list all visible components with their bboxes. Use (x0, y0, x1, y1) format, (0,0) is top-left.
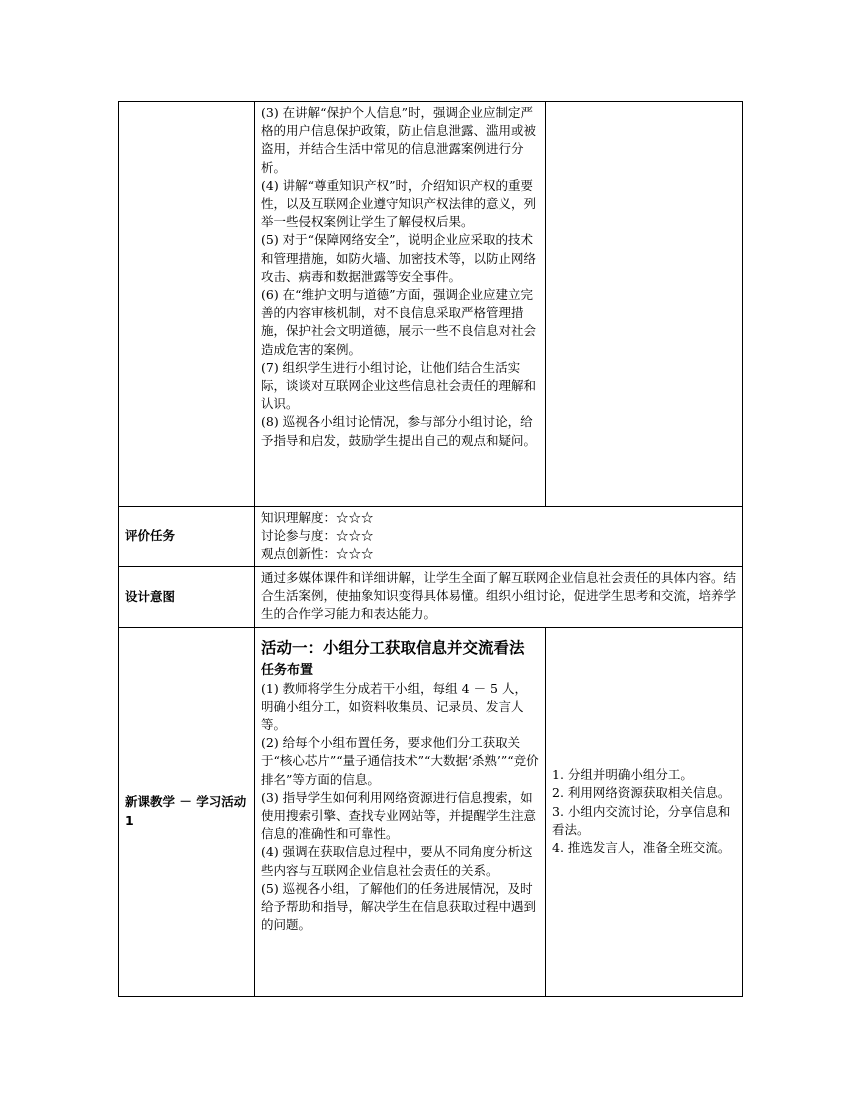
activity-1-step-4: (4) 强调在获取信息过程中，要从不同角度分析这些内容与互联网企业信息社会责任的关系。 (261, 844, 533, 878)
rating-knowledge: 知识理解度：☆☆☆ (261, 510, 374, 525)
design-intention-label: 设计意图 (119, 566, 255, 627)
teacher-step-6: (6) 在“维护文明与道德”方面，强调企业应建立完善的内容审核机制，对不良信息采取严格管理措施，保护社会文明道德，展示一些不良信息对社会造成危害的案例。 (261, 287, 537, 357)
design-intention-row (119, 566, 743, 627)
rating-innovation: 观点创新性：☆☆☆ (261, 546, 374, 562)
student-item-3: 3. 小组内交流讨论，分享信息和看法。 (552, 803, 731, 837)
teacher-step-4: (4) 讲解“尊重知识产权”时，介绍知识产权的重要性，以及互联网企业遵守知识产权法律的意义，列举一些侵权案例让学生了解侵权后果。 (261, 177, 537, 230)
design-intention-text: 通过多媒体课件和详细讲解，让学生全面了解互联网企业信息社会责任的具体内容。结合生活案例，使抽象知识变得具体易懂。组织小组讨论，促进学生思考和交流，培养学生的合作学习能力和表达能力。 (261, 569, 737, 622)
task-assignment-heading: 任务布置 (261, 662, 314, 678)
activity-1-student-cell (546, 627, 743, 996)
activity-1-teacher-cell (255, 627, 546, 996)
student-item-2: 2. 利用网络资源获取相关信息。 (552, 785, 731, 801)
activity-1-step-2: (2) 给每个小组布置任务，要求他们分工获取关于“核心芯片”“量子通信技术”“大数据‘杀熟’”“竞价排名”等方面的信息。 (261, 735, 539, 787)
learning-activity-1-label: 新课教学 － 学习活动 1 (119, 627, 255, 996)
empty-label-cell (119, 102, 255, 507)
activity-1-step-1: (1) 教师将学生分成若干小组，每组 4 － 5 人，明确小组分工，如资料收集员、记录员、发言人等。 (261, 680, 527, 733)
learning-activity-1-row (119, 627, 743, 996)
rating-participation: 讨论参与度：☆☆☆ (261, 528, 374, 544)
student-item-1: 1. 分组并明确小组分工。 (552, 767, 693, 783)
teacher-step-8: (8) 巡视各小组讨论情况，参与部分小组讨论，给予指导和启发，鼓励学生提出自己的观点和疑问。 (261, 414, 537, 448)
student-activity-cell-empty (546, 102, 743, 507)
design-intention-cell (255, 566, 743, 627)
activity-1-step-3: (3) 指导学生如何利用网络资源进行信息搜索，如使用搜索引擎、查找专业网站等，并提醒学生注意信息的准确性和可靠性。 (261, 789, 537, 842)
teacher-step-5: (5) 对于“保障网络安全”，说明企业应采取的技术和管理措施，如防火墙、加密技术等，以防止网络攻击、病毒和数据泄露等安全事件。 (261, 232, 537, 284)
lesson-plan-table (118, 101, 743, 997)
evaluation-row (119, 507, 743, 567)
teacher-activity-cell (255, 102, 546, 507)
teacher-step-3: (3) 在讲解“保护个人信息”时，强调企业应制定严格的用户信息保护政策，防止信息泄露、滥用或被盗用，并结合生活中常见的信息泄露案例进行分析。 (261, 105, 537, 175)
activity-1-step-5: (5) 巡视各小组，了解他们的任务进展情况，及时给予帮助和指导，解决学生在信息获取过程中遇到的问题。 (261, 880, 537, 933)
evaluation-label: 评价任务 (119, 507, 255, 567)
evaluation-cell (255, 507, 743, 567)
teacher-step-7: (7) 组织学生进行小组讨论，让他们结合生活实际，谈谈对互联网企业这些信息社会责任的理解和认识。 (261, 359, 537, 412)
activity-1-title: 活动一：小组分工获取信息并交流看法 (261, 638, 525, 657)
student-item-4: 4. 推选发言人，准备全班交流。 (552, 839, 731, 855)
teacher-activity-continued-row (119, 102, 743, 507)
